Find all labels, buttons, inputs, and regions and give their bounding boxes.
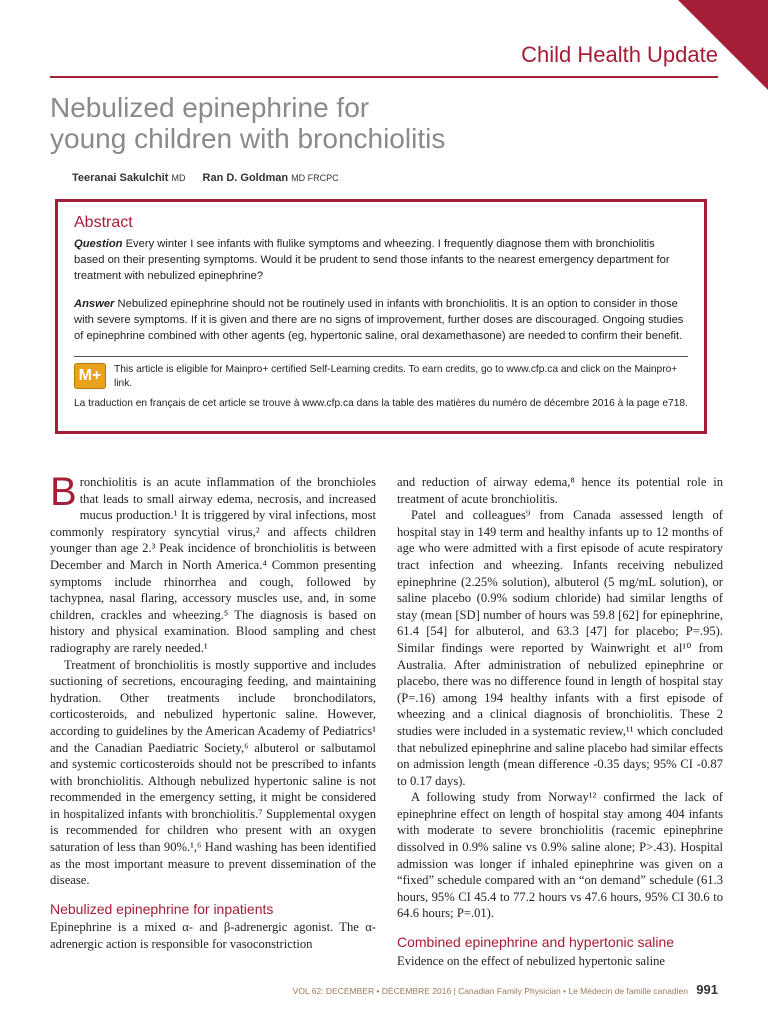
mainpro-icon: M+ — [74, 363, 106, 389]
paragraph: and reduction of airway edema,⁸ hence its potential role in treatment of acute bronchiolitis. — [397, 475, 723, 506]
paragraph: Treatment of bronchiolitis is mostly supportive and includes suctioning of secretions, encouraging feeding, and maintaining hydration. Other treatments include bronchodilators, corticosteroids, and nebulized hypertonic saline. However, according to guidelines by the American Academy of Pediatrics¹ and the Canadian Paediatric Society,⁶ albuterol or salbutamol and systemic corticosteroids should not be prescribed to infants with bronchiolitis. Although nebulized hypertonic saline is not recommended in the emergency setting, it might be considered in hospitalized infants with bronchiolitis.⁷ Supplemental oxygen is recommended for children who present with an oxygen saturation of less than 90%.¹,⁶ Hand washing has been identified as the most important measure to prevent dissemination of the disease. — [50, 657, 376, 888]
title-line-2: young children with bronchiolitis — [50, 123, 446, 154]
page-footer — [293, 982, 718, 997]
section-heading: Nebulized epinephrine for inpatients — [50, 900, 274, 917]
section-heading: Combined epinephrine and hypertonic saline — [397, 934, 675, 951]
page-number: 991 — [696, 982, 718, 997]
abstract-answer — [74, 296, 688, 344]
author-name: Ran D. Goldman — [202, 172, 289, 184]
abstract-heading: Abstract — [74, 214, 133, 231]
abstract-question — [74, 236, 688, 284]
mainpro-text: This article is eligible for Mainpro+ certified Self-Learning credits. To earn credits, go to www.cfp.ca and click on the Mainpro+ link. — [114, 364, 678, 389]
answer-text: Nebulized epinephrine should not be routinely used in infants with bronchiolitis. It is an option to consider in those with severe symptoms. If it is given and there are no signs of improvement, further doses are discouraged. Ongoing studies of epinephrine combined with other agents (eg, hypertonic saline, oral dexamethasone) are needed to confirm their benefit. — [74, 298, 684, 342]
body-column-left — [50, 470, 376, 953]
paragraph: Patel and colleagues⁹ from Canada assessed length of hospital stay in 149 term and healthy infants up to 12 months of age who were admitted with a first episode of acute respiratory tract infection and wheezing. Infants receiving nebulized epinephrine (2.25% solution), albuterol (5 mg/mL solution), or saline placebo (0.9% sodium chloride) had similar lengths of stay (mean [SD] number of hours was 59.8 [62] for epinephrine, 61.4 [54] for albuterol, and 63.3 [47] for placebo; P=.95). Similar findings were reported by Wainwright et al¹⁰ from Australia. After administration of nebulized epinephrine or placebo, there was no difference found in length of hospital stay (P=.16) among 194 healthy infants with a first episode of wheezing and a clinical diagnosis of bronchiolitis. These 2 studies were included in a systematic review,¹¹ which concluded that nebulized epinephrine and saline placebo had similar effects on admission length (mean difference -0.35 days; 95% CI -0.87 to 0.17 days). — [397, 508, 723, 788]
paragraph-text: ronchiolitis is an acute inflammation of the bronchioles that leads to small airway edema, necrosis, and increased mucus production.¹ It is triggered by viral infections, most commonly respiratory syncytial virus,² and affects children younger than age 2.³ Peak incidence of bronchiolitis is between December and March in North America.⁴ Common presenting symptoms include rhinorrhea and cough, followed by tachypnea, nasal flaring, accessory muscles use, and, in some children, crackles and wheezing.⁵ The diagnosis is based on history and physical examination. Blood sampling and chest radiography are rarely needed.¹ — [50, 475, 376, 655]
journal-info: VOL 62: DECEMBER • DÉCEMBRE 2016 | Canadian Family Physician • Le Médecin de famille canadien — [292, 986, 688, 996]
author-credentials: MD — [171, 173, 186, 183]
abstract-box — [55, 199, 707, 434]
author-name: Teeranai Sakulchit — [72, 172, 169, 184]
body-column-right — [397, 474, 723, 969]
question-text: Every winter I see infants with flulike symptoms and wheezing. I frequently diagnose them with bronchiolitis based on their presenting symptoms. Would it be prudent to send those infants to the nearest emergency department for treatment with nebulized epinephrine? — [74, 238, 670, 282]
question-label: Question — [74, 238, 123, 250]
article-title — [50, 92, 670, 154]
drop-cap: B — [50, 470, 77, 514]
mainpro-note — [74, 356, 688, 391]
header-rule — [50, 76, 718, 78]
section-label: Child Health Update — [521, 42, 718, 67]
answer-label: Answer — [74, 298, 115, 310]
paragraph: Epinephrine is a mixed α- and β-adrenergic agonist. The α-adrenergic action is responsible for vasoconstriction — [50, 920, 376, 952]
author-credentials: MD FRCPC — [291, 173, 339, 183]
author-list — [72, 172, 353, 184]
paragraph — [50, 470, 376, 657]
paragraph: A following study from Norway¹² confirmed the lack of epinephrine effect on length of hospital stay among 404 infants with moderate to severe bronchiolitis (racemic epinephrine dissolved in 0.9% saline vs 0.9% saline alone; P>.43). Hospital admission was longer if inhaled epinephrine was given on a “fixed” schedule compared with an “on demand” schedule (61.3 hours, 95% CI 45.4 to 77.2 hours vs 47.6 hours, 95% CI 30.6 to 64.6 hours; P=.01). — [397, 790, 723, 921]
french-translation-note: La traduction en français de cet article se trouve à www.cfp.ca dans la table des matières du numéro de décembre 2016 à la page e718. — [74, 398, 688, 409]
paragraph: Evidence on the effect of nebulized hypertonic saline — [397, 953, 665, 968]
title-line-1: Nebulized epinephrine for — [50, 92, 370, 123]
